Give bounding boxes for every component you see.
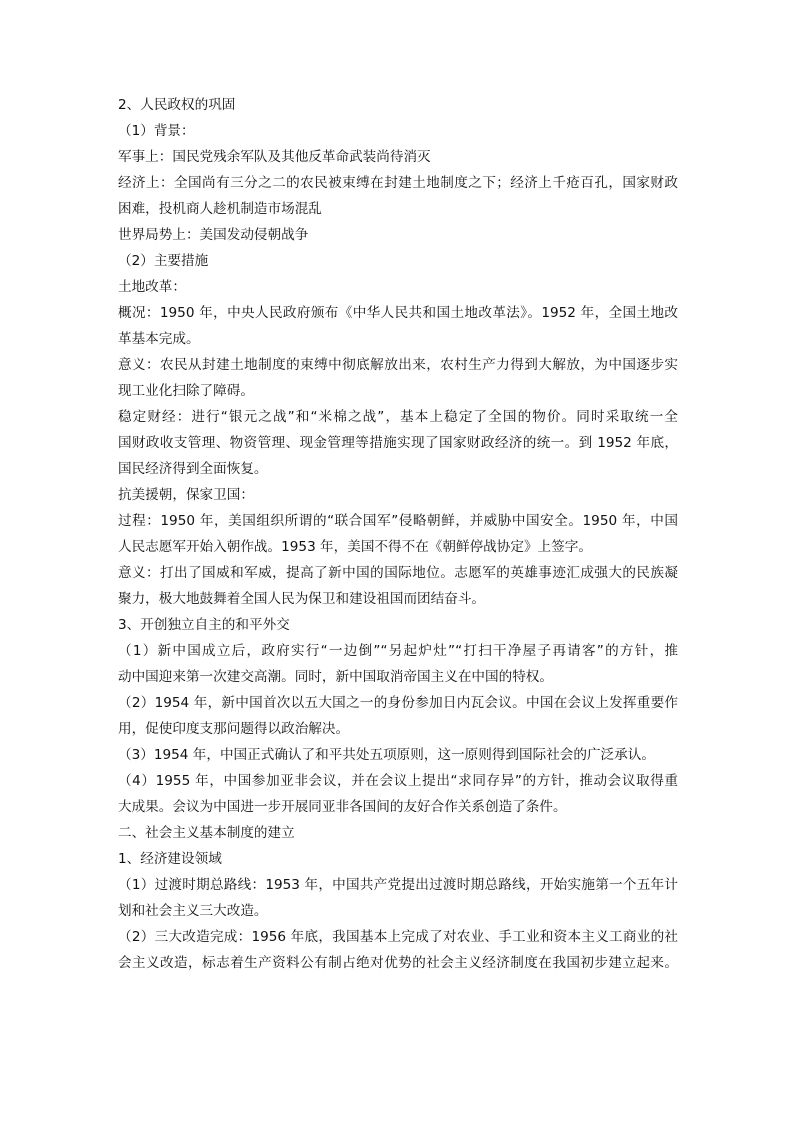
paragraph-finance-line-1: 稳定财经：进行“银元之战”和“米棉之战”，基本上稳定了全国的物价。同时采取统一全	[118, 409, 678, 425]
paragraph-diplomacy-1-line-2: 动中国迎来第一次建交高潮。同时，新中国取消帝国主义在中国的特权。	[118, 669, 553, 685]
paragraph-diplomacy-4-line-2: 大成果。会议为中国进一步开展同亚非各国间的友好合作关系创造了条件。	[118, 799, 567, 815]
paragraph-land-significance-line-2: 现工业化扫除了障碍。	[118, 383, 254, 399]
subheading-main-measures: （2）主要措施	[118, 253, 209, 269]
document-page	[118, 92, 678, 976]
paragraph-korea-significance-line-1: 意义：打出了国威和军威，提高了新中国的国际地位。志愿军的英雄事迹汇成强大的民族凝	[118, 565, 678, 581]
heading-korea-war: 抗美援朝，保家卫国：	[118, 487, 254, 503]
paragraph-land-overview-line-1: 概况：1950 年，中央人民政府颁布《中华人民共和国土地改革法》。1952 年，全国土地改	[118, 305, 678, 321]
heading-consolidation: 2、人民政权的巩固	[118, 97, 236, 113]
paragraph-three-transformations-line-2: 会主义改造，标志着生产资料公有制占绝对优势的社会主义经济制度在我国初步建立起来。	[118, 955, 678, 971]
heading-land-reform: 土地改革：	[118, 279, 186, 295]
paragraph-land-significance-line-1: 意义：农民从封建土地制度的束缚中彻底解放出来，农村生产力得到大解放，为中国逐步实	[118, 357, 678, 373]
paragraph-diplomacy-1-line-1: （1）新中国成立后，政府实行“一边倒”“另起炉灶”“打扫干净屋子再请客”的方针，推	[118, 643, 678, 659]
paragraph-three-transformations-line-1: （2）三大改造完成：1956 年底，我国基本上完成了对农业、手工业和资本主义工商业的社	[118, 929, 678, 945]
paragraph-korea-significance-line-2: 聚力，极大地鼓舞着全国人民为保卫和建设祖国而团结奋斗。	[118, 591, 486, 607]
paragraph-general-line-line-1: （1）过渡时期总路线：1953 年，中国共产党提出过渡时期总路线，开始实施第一个五年计	[118, 877, 678, 893]
paragraph-economy-line-1: 经济上：全国尚有三分之二的农民被束缚在封建土地制度之下；经济上千疮百孔，国家财政	[118, 175, 678, 191]
heading-economic-construction: 1、经济建设领域	[118, 851, 222, 867]
paragraph-finance-line-2: 国财政收支管理、物资管理、现金管理等措施实现了国家财政经济的统一。到 1952 年底，	[118, 435, 678, 451]
paragraph-general-line-line-2: 划和社会主义三大改造。	[118, 903, 268, 919]
heading-socialist-system: 二、社会主义基本制度的建立	[118, 825, 295, 841]
subheading-background: （1）背景：	[118, 123, 195, 139]
paragraph-diplomacy-3: （3）1954 年，中国正式确认了和平共处五项原则，这一原则得到国际社会的广泛承认。	[118, 747, 655, 763]
paragraph-finance-line-3: 国民经济得到全面恢复。	[118, 461, 268, 477]
paragraph-korea-process-line-2: 人民志愿军开始入朝作战。1953 年，美国不得不在《朝鲜停战协定》上签字。	[118, 539, 592, 555]
paragraph-land-overview-line-2: 革基本完成。	[118, 331, 200, 347]
paragraph-economy-line-2: 困难，投机商人趁机制造市场混乱	[118, 201, 322, 217]
paragraph-diplomacy-2-line-1: （2）1954 年，新中国首次以五大国之一的身份参加日内瓦会议。中国在会议上发挥重要作	[118, 695, 678, 711]
paragraph-diplomacy-4-line-1: （4）1955 年，中国参加亚非会议，并在会议上提出“求同存异”的方针，推动会议取得重	[118, 773, 678, 789]
paragraph-korea-process-line-1: 过程：1950 年，美国组织所谓的“联合国军”侵略朝鲜，并威胁中国安全。1950 年，中国	[118, 513, 678, 529]
paragraph-world-situation: 世界局势上：美国发动侵朝战争	[118, 227, 309, 243]
paragraph-diplomacy-2-line-2: 用，促使印度支那问题得以政治解决。	[118, 721, 350, 737]
paragraph-military: 军事上：国民党残余军队及其他反革命武装尚待消灭	[118, 149, 431, 165]
heading-diplomacy: 3、开创独立自主的和平外交	[118, 617, 290, 633]
